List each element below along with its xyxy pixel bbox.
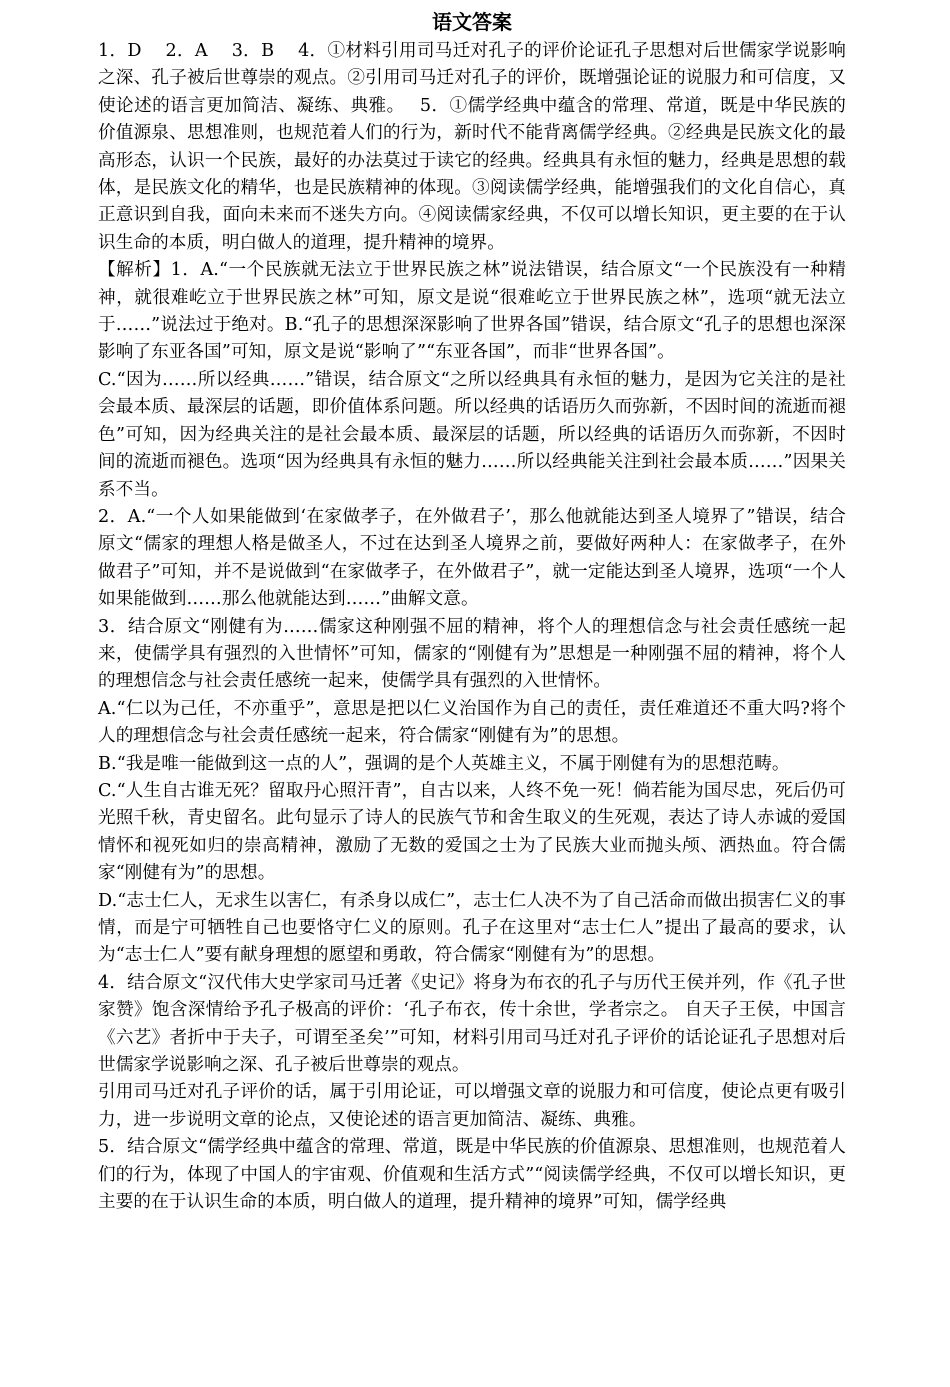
- analysis-q1-option-c-paragraph: C.“因为……所以经典……”错误，结合原文“之所以经典具有永恒的魅力，是因为它关注的是社会最本质、最深层的话题，即价值体系问题。所以经典的话语历久而弥新，不因时间的流逝而褪色”可知，因为经典关注的是社会最本质、最深层的话题，所以经典的话语历久而弥新，不因时间的流逝而褪色。选项“因为经典具有永恒的魅力……所以经典能关注到社会最本质……”因果关系不当。: [98, 369, 846, 500]
- analysis-q4-paragraph: 4．结合原文“汉代伟大史学家司马迁著《史记》将身为布衣的孔子与历代王侯并列，作《孔子世家赞》饱含深情给予孔子极高的评价：‘孔子布衣，传十余世，学者宗之。 自天子王侯，中国言《六艺》者折中于夫子，可谓至圣矣’”可知，材料引用司马迁对孔子评价的话论证孔子思想对后世儒家学说影响之深、孔子被后世尊崇的观点。: [98, 972, 846, 1076]
- analysis-q1-paragraph: 【解析】1．A.“一个民族就无法立于世界民族之林”说法错误，结合原文“一个民族没有一种精神，就很难屹立于世界民族之林”可知，原文是说“很难屹立于世界民族之林”，选项“就无法立于……”说法过于绝对。B.“孔子的思想深深影响了世界各国”错误，结合原文“孔子的思想也深深影响了东亚各国”可知，原文是说“影响了”“东亚各国”，而非“世界各国”。: [98, 260, 846, 363]
- analysis-q3-option-d-paragraph: D.“志士仁人，无求生以害仁，有杀身以成仁”，志士仁人决不为了自己活命而做出损害仁义的事情，而是宁可牺牲自己也要恪守仁义的原则。孔子在这里对“志士仁人”提出了最高的要求，认为“志士仁人”要有献身理想的愿望和勇敢，符合儒家“刚健有为”的思想。: [98, 890, 846, 966]
- analysis-q3-option-b-paragraph: B.“我是唯一能做到这一点的人”，强调的是个人英雄主义，不属于刚健有为的思想范畴。: [98, 753, 790, 774]
- analysis-q5-paragraph: 5．结合原文“儒学经典中蕴含的常理、常道，既是中华民族的价值源泉、思想准则，也规范着人们的行为，体现了中国人的宇宙观、价值观和生活方式”“阅读儒学经典，不仅可以增长知识，更主要的在于认识生命的本质，明白做人的道理，提升精神的境界”可知，儒学经典: [98, 1137, 846, 1213]
- analysis-q3-option-a-paragraph: A.“仁以为己任，不亦重乎”，意思是把以仁义治国作为自己的责任，责任难道还不重大吗?将个人的理想信念与社会责任感统一起来，符合儒家“刚健有为”的思想。: [98, 698, 846, 747]
- analysis-q4-continuation-paragraph: 引用司马迁对孔子评价的话，属于引用论证，可以增强文章的说服力和可信度，使论点更有吸引力，进一步说明文章的论点，又使论述的语言更加简洁、凝练、典雅。: [98, 1082, 846, 1130]
- analysis-q2-paragraph: 2．A.“一个人如果能做到‘在家做孝子，在外做君子’，那么他就能达到圣人境界了”错误，结合原文“儒家的理想人格是做圣人，不过在达到圣人境界之前，要做好两种人：在家做孝子，在外做君子”可知，并不是说做到“在家做孝子，在外做君子”，就一定能达到圣人境界，选项“一个人如果能做到……那么他就能达到……”曲解文意。: [98, 506, 846, 610]
- analysis-q3-option-c-paragraph: C.“人生自古谁无死？留取丹心照汗青”，自古以来，人终不免一死！倘若能为国尽忠，死后仍可光照千秋，青史留名。此句显示了诗人的民族气节和舍生取义的生死观，表达了诗人赤诚的爱国情怀和视死如归的崇高精神，激励了无数的爱国之士为了民族大业而抛头颅、洒热血。符合儒家“刚健有为”的思想。: [98, 780, 846, 884]
- analysis-q3-paragraph: 3．结合原文“刚健有为……儒家这种刚强不屈的精神，将个人的理想信念与社会责任感统一起来，使儒学具有强烈的入世情怀”可知，儒家的“刚健有为”思想是一种刚强不屈的精神，将个人的理想信念与社会责任感统一起来，使儒学具有强烈的入世情怀。: [98, 616, 846, 692]
- answers-summary-paragraph: 1．D 2．A 3．B 4．①材料引用司马迁对孔子的评价论证孔子思想对后世儒家学说影响之深、孔子被后世尊崇的观点。②引用司马迁对孔子的评价，既增强论证的说服力和可信度，又使论述的语言更加简洁、凝练、典雅。 5．①儒学经典中蕴含的常理、常道，既是中华民族的价值源泉、思想准则，也规范着人们的行为，新时代不能背离儒学经典。②经典是民族文化的最高形态，认识一个民族，最好的办法莫过于读它的经典。经典具有永恒的魅力，经典是思想的载体，是民族文化的精华，也是民族精神的体现。③阅读儒学经典，能增强我们的文化自信心，真正意识到自我，面向未来而不迷失方向。④阅读儒家经典，不仅可以增长知识，更主要的在于认识生命的本质，明白做人的道理，提升精神的境界。: [98, 41, 846, 253]
- page-title: 语文答案: [432, 10, 512, 34]
